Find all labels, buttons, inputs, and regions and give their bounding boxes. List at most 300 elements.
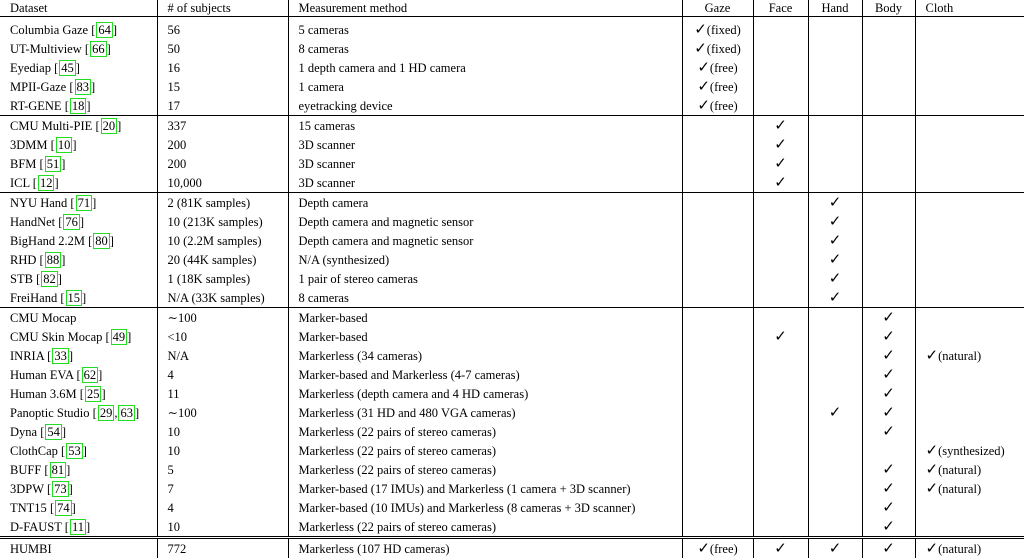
- cell-subjects: 10: [157, 441, 288, 460]
- cell-gaze: [682, 460, 753, 479]
- cell-body: [862, 384, 915, 403]
- cell-face: [753, 116, 808, 136]
- cell-gaze: [682, 422, 753, 441]
- cell-gaze: [682, 327, 753, 346]
- col-header-hand: Hand: [808, 0, 862, 17]
- table-row: [0, 58, 1024, 77]
- cell-hand: [808, 403, 862, 422]
- table-row: [0, 17, 1024, 40]
- cell-gaze: [682, 77, 753, 96]
- cell-cloth: [915, 441, 1024, 460]
- cell-body: [862, 77, 915, 96]
- dataset-name: FreiHand: [10, 291, 60, 305]
- cell-gaze: [682, 441, 753, 460]
- cell-subjects: 10: [157, 517, 288, 538]
- bracket-close: ]: [86, 99, 90, 113]
- cell-cloth: [915, 77, 1024, 96]
- cell-face: [753, 231, 808, 250]
- cell-body: [862, 365, 915, 384]
- cell-method: Marker-based (17 IMUs) and Markerless (1 camera + 3D scanner): [288, 479, 682, 498]
- bracket-close: ]: [82, 291, 86, 305]
- cell-dataset: [0, 517, 157, 538]
- body-check-icon: ✓: [882, 365, 895, 383]
- citation-link[interactable]: 33: [52, 348, 69, 364]
- cell-body: [862, 288, 915, 308]
- bracket-close: ]: [72, 501, 76, 515]
- cell-hand: [808, 538, 862, 558]
- dataset-name: CMU Multi-PIE: [10, 119, 95, 133]
- cell-gaze: [682, 498, 753, 517]
- cell-face: [753, 365, 808, 384]
- bracket-open: [: [50, 501, 54, 515]
- cell-hand: [808, 154, 862, 173]
- cell-dataset: [0, 422, 157, 441]
- hand-check-icon: ✓: [829, 539, 842, 557]
- cell-face: [753, 77, 808, 96]
- bracket-open: [: [85, 42, 89, 56]
- col-header-method: Measurement method: [288, 0, 682, 17]
- bracket-close: ]: [110, 234, 114, 248]
- bracket-close: ]: [92, 196, 96, 210]
- dataset-name: HandNet: [10, 215, 58, 229]
- cell-hand: [808, 173, 862, 193]
- body-check-icon: ✓: [882, 422, 895, 440]
- table-row: [0, 498, 1024, 517]
- table-row: [0, 538, 1024, 558]
- dataset-name: MPII-Gaze: [10, 80, 69, 94]
- cell-method: Depth camera and magnetic sensor: [288, 231, 682, 250]
- citation-link[interactable]: 63: [118, 405, 135, 421]
- cell-dataset: [0, 365, 157, 384]
- cell-body: [862, 212, 915, 231]
- cell-subjects: 4: [157, 365, 288, 384]
- cell-method: Depth camera: [288, 193, 682, 213]
- row-group: [0, 116, 1024, 193]
- table-row: [0, 288, 1024, 308]
- cell-body: [862, 154, 915, 173]
- bracket-open: [: [47, 482, 51, 496]
- citation-link[interactable]: 25: [85, 386, 102, 402]
- body-check-icon: ✓: [882, 403, 895, 421]
- dataset-name: Dyna: [10, 425, 40, 439]
- dataset-name: 3DPW: [10, 482, 47, 496]
- cell-body: [862, 498, 915, 517]
- cell-dataset: [0, 479, 157, 498]
- bracket-open: [: [76, 368, 80, 382]
- bracket-close: ]: [98, 368, 102, 382]
- table-row: [0, 422, 1024, 441]
- cell-subjects: 10 (2.2M samples): [157, 231, 288, 250]
- table-row: [0, 403, 1024, 422]
- cell-gaze: [682, 269, 753, 288]
- cell-dataset: [0, 231, 157, 250]
- face-check-icon: ✓: [774, 154, 787, 172]
- cell-dataset: [0, 154, 157, 173]
- cell-cloth: [915, 269, 1024, 288]
- cell-body: [862, 308, 915, 328]
- bracket-close: ]: [127, 330, 131, 344]
- citation-link[interactable]: 76: [63, 214, 80, 230]
- cell-method: 3D scanner: [288, 135, 682, 154]
- cell-method: Marker-based: [288, 327, 682, 346]
- cell-cloth: [915, 96, 1024, 116]
- cell-hand: [808, 288, 862, 308]
- cell-hand: [808, 77, 862, 96]
- cell-method: Marker-based and Markerless (4-7 cameras): [288, 365, 682, 384]
- ref-separator: ,: [114, 406, 117, 420]
- col-header-gaze: Gaze: [682, 0, 753, 17]
- bracket-open: [: [69, 80, 73, 94]
- cell-method: Markerless (22 pairs of stereo cameras): [288, 517, 682, 538]
- cell-body: [862, 403, 915, 422]
- table-row: [0, 327, 1024, 346]
- cell-face: [753, 250, 808, 269]
- cell-hand: [808, 384, 862, 403]
- col-header-face: Face: [753, 0, 808, 17]
- citation-link[interactable]: 82: [41, 271, 58, 287]
- dataset-name: Eyediap: [10, 61, 54, 75]
- table-row: [0, 212, 1024, 231]
- bracket-open: [: [80, 387, 84, 401]
- cell-body: [862, 460, 915, 479]
- cell-face: [753, 39, 808, 58]
- cell-dataset: [0, 538, 157, 558]
- face-check-icon: ✓: [774, 539, 787, 557]
- cell-cloth: [915, 384, 1024, 403]
- cell-body: [862, 17, 915, 40]
- cell-hand: [808, 250, 862, 269]
- col-header-dataset: Dataset: [0, 0, 157, 17]
- face-check-icon: ✓: [774, 116, 787, 134]
- dataset-name: ICL: [10, 176, 33, 190]
- dataset-name: CMU Skin Mocap: [10, 330, 106, 344]
- cell-method: Depth camera and magnetic sensor: [288, 212, 682, 231]
- dataset-name: Human EVA: [10, 368, 76, 382]
- citation-link[interactable]: 73: [52, 481, 69, 497]
- cell-face: [753, 422, 808, 441]
- hand-check-icon: ✓: [829, 403, 842, 421]
- bracket-open: [: [70, 196, 74, 210]
- table-row: [0, 269, 1024, 288]
- cell-body: [862, 96, 915, 116]
- citation-link[interactable]: 12: [38, 175, 55, 191]
- cell-method: 8 cameras: [288, 288, 682, 308]
- body-check-icon: ✓: [882, 517, 895, 535]
- cell-hand: [808, 58, 862, 77]
- table-row: [0, 135, 1024, 154]
- cell-cloth: [915, 422, 1024, 441]
- cell-hand: [808, 269, 862, 288]
- cell-subjects: 1 (18K samples): [157, 269, 288, 288]
- bracket-open: [: [40, 253, 44, 267]
- dataset-name: NYU Hand: [10, 196, 70, 210]
- table-row: [0, 193, 1024, 213]
- cell-hand: [808, 460, 862, 479]
- cell-subjects: 10: [157, 422, 288, 441]
- cell-dataset: [0, 441, 157, 460]
- cell-subjects: <10: [157, 327, 288, 346]
- cell-gaze: [682, 538, 753, 558]
- gaze-check-icon: ✓: [694, 20, 707, 38]
- dataset-name: CMU Mocap: [10, 311, 76, 325]
- cell-subjects: 200: [157, 154, 288, 173]
- cell-subjects: 20 (44K samples): [157, 250, 288, 269]
- cell-cloth: [915, 212, 1024, 231]
- cloth-note: (natural): [938, 349, 981, 363]
- table-row: [0, 517, 1024, 538]
- cell-hand: [808, 498, 862, 517]
- cell-subjects: 16: [157, 58, 288, 77]
- cell-dataset: [0, 58, 157, 77]
- gaze-check-icon: ✓: [697, 77, 710, 95]
- cell-method: 1 depth camera and 1 HD camera: [288, 58, 682, 77]
- cell-face: [753, 308, 808, 328]
- citation-link[interactable]: 62: [82, 367, 99, 383]
- cell-face: [753, 538, 808, 558]
- cell-hand: [808, 17, 862, 40]
- cell-body: [862, 538, 915, 558]
- bracket-close: ]: [69, 349, 73, 363]
- citation-link[interactable]: 20: [101, 118, 118, 134]
- cell-hand: [808, 193, 862, 213]
- bracket-open: [: [40, 425, 44, 439]
- dataset-name: HUMBI: [10, 542, 52, 556]
- cell-gaze: [682, 288, 753, 308]
- citation-link[interactable]: 49: [111, 329, 128, 345]
- bracket-close: ]: [80, 215, 84, 229]
- cell-method: Marker-based: [288, 308, 682, 328]
- gaze-note: (free): [710, 61, 738, 75]
- cell-method: Marker-based (10 IMUs) and Markerless (8 cameras + 3D scanner): [288, 498, 682, 517]
- cell-subjects: N/A (33K samples): [157, 288, 288, 308]
- cell-gaze: [682, 403, 753, 422]
- cell-dataset: [0, 250, 157, 269]
- dataset-name: ClothCap: [10, 444, 61, 458]
- bracket-close: ]: [62, 425, 66, 439]
- cell-cloth: [915, 231, 1024, 250]
- cell-gaze: [682, 365, 753, 384]
- bracket-close: ]: [61, 157, 65, 171]
- table-row: [0, 231, 1024, 250]
- bracket-close: ]: [69, 482, 73, 496]
- hand-check-icon: ✓: [829, 269, 842, 287]
- bracket-open: [: [44, 463, 48, 477]
- cell-face: [753, 346, 808, 365]
- cell-body: [862, 269, 915, 288]
- row-group: [0, 17, 1024, 116]
- citation-link[interactable]: 71: [76, 195, 93, 211]
- cell-gaze: [682, 39, 753, 58]
- citation-link[interactable]: 45: [59, 60, 76, 76]
- dataset-name: Columbia Gaze: [10, 23, 91, 37]
- cell-body: [862, 231, 915, 250]
- cell-body: [862, 479, 915, 498]
- cell-hand: [808, 212, 862, 231]
- cell-subjects: 2 (81K samples): [157, 193, 288, 213]
- final-row-group: [0, 538, 1024, 558]
- table-row: [0, 441, 1024, 460]
- bracket-open: [: [65, 520, 69, 534]
- table-row: [0, 384, 1024, 403]
- cloth-check-icon: ✓: [926, 441, 939, 459]
- cell-subjects: 7: [157, 479, 288, 498]
- bracket-close: ]: [76, 61, 80, 75]
- citation-link[interactable]: 74: [55, 500, 72, 516]
- citation-link[interactable]: 51: [45, 156, 62, 172]
- cell-body: [862, 250, 915, 269]
- cell-cloth: [915, 173, 1024, 193]
- citation-link[interactable]: 83: [75, 79, 92, 95]
- dataset-name: Human 3.6M: [10, 387, 80, 401]
- bracket-close: ]: [135, 406, 139, 420]
- cell-hand: [808, 308, 862, 328]
- cell-dataset: [0, 346, 157, 365]
- bracket-open: [: [58, 215, 62, 229]
- dataset-name: RT-GENE: [10, 99, 65, 113]
- col-header-body: Body: [862, 0, 915, 17]
- gaze-note: (free): [710, 99, 738, 113]
- citation-link[interactable]: 29: [98, 405, 115, 421]
- cell-method: Markerless (depth camera and 4 HD cameras): [288, 384, 682, 403]
- cell-face: [753, 193, 808, 213]
- body-check-icon: ✓: [882, 539, 895, 557]
- table-row: [0, 116, 1024, 136]
- dataset-name: Panoptic Studio: [10, 406, 93, 420]
- bracket-close: ]: [66, 463, 70, 477]
- cell-gaze: [682, 116, 753, 136]
- cell-subjects: 17: [157, 96, 288, 116]
- table-row: [0, 96, 1024, 116]
- body-check-icon: ✓: [882, 327, 895, 345]
- gaze-note: (fixed): [707, 42, 741, 56]
- body-check-icon: ✓: [882, 384, 895, 402]
- dataset-name: BigHand 2.2M: [10, 234, 88, 248]
- bracket-close: ]: [91, 80, 95, 94]
- cell-method: Markerless (22 pairs of stereo cameras): [288, 441, 682, 460]
- table-row: [0, 250, 1024, 269]
- citation-link[interactable]: 64: [96, 22, 113, 38]
- citation-link[interactable]: 10: [56, 137, 73, 153]
- cell-dataset: [0, 460, 157, 479]
- cell-method: Markerless (34 cameras): [288, 346, 682, 365]
- citation-link[interactable]: 53: [66, 443, 83, 459]
- cloth-note: (natural): [938, 542, 981, 556]
- cell-gaze: [682, 96, 753, 116]
- body-check-icon: ✓: [882, 498, 895, 516]
- cell-gaze: [682, 308, 753, 328]
- hand-check-icon: ✓: [829, 288, 842, 306]
- citation-link[interactable]: 88: [45, 252, 62, 268]
- cell-cloth: [915, 17, 1024, 40]
- cell-subjects: 10,000: [157, 173, 288, 193]
- cell-gaze: [682, 135, 753, 154]
- citation-link[interactable]: 54: [45, 424, 62, 440]
- cell-body: [862, 193, 915, 213]
- cell-dataset: [0, 308, 157, 328]
- cell-gaze: [682, 173, 753, 193]
- cell-face: [753, 269, 808, 288]
- cell-dataset: [0, 498, 157, 517]
- cell-cloth: [915, 517, 1024, 538]
- cell-gaze: [682, 193, 753, 213]
- citation-link[interactable]: 15: [66, 290, 83, 306]
- cell-subjects: 11: [157, 384, 288, 403]
- bracket-close: ]: [54, 176, 58, 190]
- cell-face: [753, 17, 808, 40]
- cell-cloth: [915, 154, 1024, 173]
- cell-method: 8 cameras: [288, 39, 682, 58]
- cell-method: Markerless (22 pairs of stereo cameras): [288, 460, 682, 479]
- cell-face: [753, 288, 808, 308]
- cell-hand: [808, 422, 862, 441]
- cell-dataset: [0, 135, 157, 154]
- dataset-name: 3DMM: [10, 138, 51, 152]
- dataset-name: TNT15: [10, 501, 50, 515]
- cell-dataset: [0, 403, 157, 422]
- cell-face: [753, 441, 808, 460]
- cell-subjects: 56: [157, 17, 288, 40]
- cell-face: [753, 173, 808, 193]
- cloth-note: (natural): [938, 482, 981, 496]
- dataset-name: RHD: [10, 253, 40, 267]
- bracket-open: [: [33, 176, 37, 190]
- citation-link[interactable]: 80: [93, 233, 110, 249]
- cell-cloth: [915, 39, 1024, 58]
- cell-subjects: 10 (213K samples): [157, 212, 288, 231]
- dataset-name: BUFF: [10, 463, 44, 477]
- cell-hand: [808, 39, 862, 58]
- cell-body: [862, 39, 915, 58]
- cell-dataset: [0, 288, 157, 308]
- citation-link[interactable]: 81: [50, 462, 67, 478]
- bracket-open: [: [51, 138, 55, 152]
- dataset-name: STB: [10, 272, 36, 286]
- cell-body: [862, 116, 915, 136]
- bracket-close: ]: [107, 42, 111, 56]
- cell-dataset: [0, 77, 157, 96]
- cloth-note: (natural): [938, 463, 981, 477]
- cell-cloth: [915, 308, 1024, 328]
- cell-method: 15 cameras: [288, 116, 682, 136]
- cell-gaze: [682, 517, 753, 538]
- bracket-close: ]: [101, 387, 105, 401]
- body-check-icon: ✓: [882, 479, 895, 497]
- cell-cloth: [915, 250, 1024, 269]
- gaze-note: (fixed): [707, 23, 741, 37]
- citation-link[interactable]: 11: [70, 519, 86, 535]
- cell-gaze: [682, 384, 753, 403]
- body-check-icon: ✓: [882, 346, 895, 364]
- table-row: [0, 173, 1024, 193]
- cell-method: Markerless (107 HD cameras): [288, 538, 682, 558]
- cloth-check-icon: ✓: [926, 479, 939, 497]
- bracket-open: [: [61, 444, 65, 458]
- cell-cloth: [915, 403, 1024, 422]
- bracket-close: ]: [58, 272, 62, 286]
- citation-link[interactable]: 66: [90, 41, 107, 57]
- cell-dataset: [0, 193, 157, 213]
- citation-link[interactable]: 18: [70, 98, 87, 114]
- cell-dataset: [0, 39, 157, 58]
- cell-hand: [808, 96, 862, 116]
- cell-subjects: 50: [157, 39, 288, 58]
- cell-body: [862, 422, 915, 441]
- cell-cloth: [915, 288, 1024, 308]
- table-row: [0, 479, 1024, 498]
- cell-face: [753, 154, 808, 173]
- bracket-open: [: [106, 330, 110, 344]
- table-row: [0, 308, 1024, 328]
